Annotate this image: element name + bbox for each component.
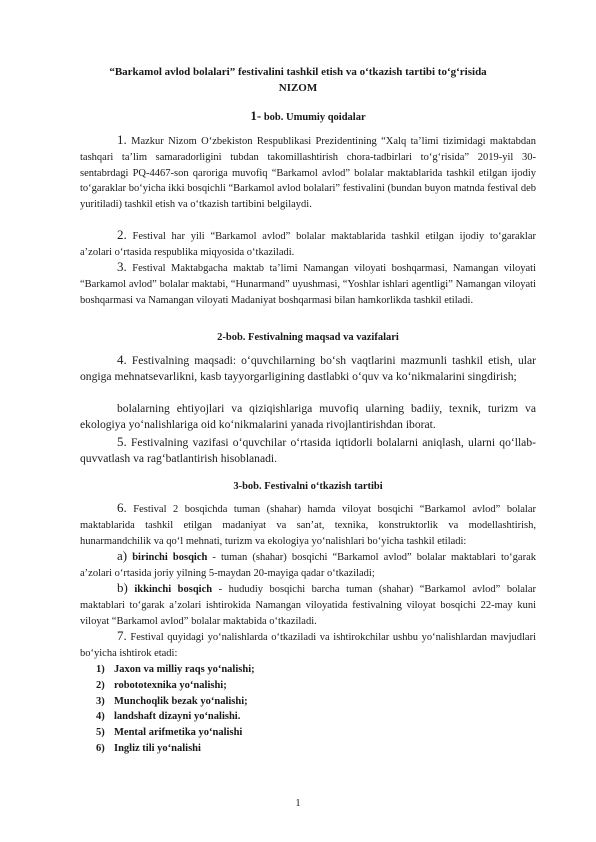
chapter-3-heading: 3-bob. Festivalni o‘tkazish tartibi [233,481,383,492]
paragraph-6b [80,580,536,629]
list-item [96,694,255,710]
paragraph-3 [80,259,536,308]
paragraph-2-text: Festival har yili “Barkamol avlod” bolalar maktablarida tashkil etilgan ijodiy to‘garaklar a’zolari o‘rtasida respublika miqyosida o‘tkaziladi. [80,231,536,258]
paragraph-7-text: Festival quyidagi yo‘nalishlarda o‘tkaziladi va ishtirokchilar ushbu yo‘nalishlardan mavjudlari bo‘yicha ishtirok etadi: [80,632,536,659]
paragraph-4-number: 4. [117,352,127,367]
paragraph-5-number: 5. [117,434,127,449]
paragraph-6a-bold: birinchi bosqich [127,552,208,563]
paragraph-3-text: Festival Maktabgacha maktab ta’limi Namangan viloyati boshqarmasi, Namangan viloyati “Barkamol avlod” bolalar maktabi, “Hunarmand” uyushmasi, “Yoshlar ishlari agentligi” Namangan viloyati boshqarmasi va Namangan viloyati Madaniyat boshqarmasi bilan hamkorlikda tashkil etiladi. [80,263,536,306]
list-item-text: landshaft dizayni yo‘nalishi. [114,711,241,723]
list-item-number: 4) [96,711,105,723]
document-title [80,64,516,96]
list-item [96,662,255,678]
list-item [96,678,255,694]
list-item [96,709,255,725]
paragraph-5 [80,434,536,467]
paragraph-6a-text: - tuman (shahar) bosqichi “Barkamol avlod” bolalar maktablari to‘garak a’zolari o‘rtasida joriy yilning 5-maydan 20-mayiga qadar o‘tkaziladi; [80,552,536,579]
title-line-2: NIZOM [278,82,318,94]
paragraph-6 [80,500,536,549]
list-item-text: robototexnika yo‘nalishi; [114,679,227,691]
list-item-text: Jaxon va milliy raqs yo‘nalishi; [114,664,255,675]
paragraph-6b-bold: ikkinchi bosqich [127,584,213,595]
paragraph-5-text: Festivalning vazifasi o‘quvchilar o‘rtasida iqtidorli bolalarni aniqlash, ularni qo‘llab-quvvatlash va rag‘batlantirish hisoblanadi. [80,436,536,466]
paragraph-6-number: 6. [117,500,127,515]
chapter-2-heading: 2-bob. Festivalning maqsad va vazifalari [217,332,399,343]
paragraph-1 [80,132,536,213]
list-item-number: 2) [96,679,105,691]
paragraph-7-number: 7. [117,628,127,643]
paragraph-6b-text: - hududiy bosqichi barcha tuman (shahar) “Barkamol avlod” bolalar maktablari to‘garak a’zolari ishtirokida Namangan viloyatida festivalning viloyat bosqichi 22-may kuni viloyat “Barkamol avlod” bolalar maktabida o‘tkaziladi. [80,584,537,627]
paragraph-7 [80,628,536,662]
list-item-text: Mental arifmetika yo‘nalishi [114,727,243,739]
list-item-text: Munchoqlik bezak yo‘nalishi; [114,695,248,707]
paragraph-3-number: 3. [117,259,127,274]
paragraph-4-continuation: bolalarning ehtiyojlari va qiziqishlariga muvofiq ularning badiiy, texnik, turizm va ekologiya yo‘nalishlariga oid ko‘nikmalarini yanada rivojlantirishdan iborat. [80,402,536,432]
list-item-number: 5) [96,727,105,739]
paragraph-4-text: Festivalning maqsadi: o‘quvchilarning bo‘sh vaqtlarini mazmunli tashkil etish, ular ongiga mehnatsevarlikni, kasb tayyorgarligining dastlabki o‘quv va ko‘nikmalarini singdirish; [80,354,536,384]
chapter-1-number: 1- [250,108,262,123]
paragraph-1-number: 1. [117,132,127,147]
page-number: 1 [295,798,301,809]
directions-list [96,662,255,757]
paragraph-6b-letter: b) [117,580,128,595]
chapter-1-heading [80,108,536,124]
list-item-number: 1) [96,664,105,675]
paragraph-6-text: Festival 2 bosqichda tuman (shahar) hamda viloyat bosqichi “Barkamol avlod” bolalar maktablarida tashkil etilgan madaniyat va san’at, texnika, konstruktorlik va modellashtirish, hunarmandchilik va qo‘l mehnati, turizm va ekologiya yo‘nalishlari bo‘yicha tashkil etiladi: [80,504,536,547]
list-item-number: 6) [96,742,105,754]
paragraph-4 [80,352,536,385]
title-line-1: “Barkamol avlod bolalari” festivalini tashkil etish va o‘tkazish tartibi to‘g‘risida [109,66,487,78]
chapter-1-title: bob. Umumiy qoidalar [261,112,366,123]
list-item-text: Ingliz tili yo‘nalishi [114,742,201,754]
paragraph-6a [80,548,536,582]
paragraph-6a-letter: a) [117,548,128,563]
list-item [96,725,255,741]
paragraph-2-number: 2. [117,227,127,242]
paragraph-2 [80,227,536,261]
paragraph-1-text: Mazkur Nizom O‘zbekiston Respublikasi Prezidentining “Xalq ta’limi tizimidagi maktabdan tashqari ta’lim samaradorligini tubdan takomillashtirish chora-tadbirlari to‘g‘risida” 2019-yil 30-sentabrdagi PQ-4467-son qaroriga muvofiq “Barkamol avlod” bolalar maktablarida tashkil etilgan ijodiy to‘garaklar bo‘yicha ikki bosqichli “Barkamol avlod bolalari” festivalini (bundan buyon matnda festival deb yuritiladi) tashkil etish va o‘tkazish tartibini belgilaydi. [80,136,536,211]
list-item [96,741,255,757]
list-item-number: 3) [96,695,105,707]
